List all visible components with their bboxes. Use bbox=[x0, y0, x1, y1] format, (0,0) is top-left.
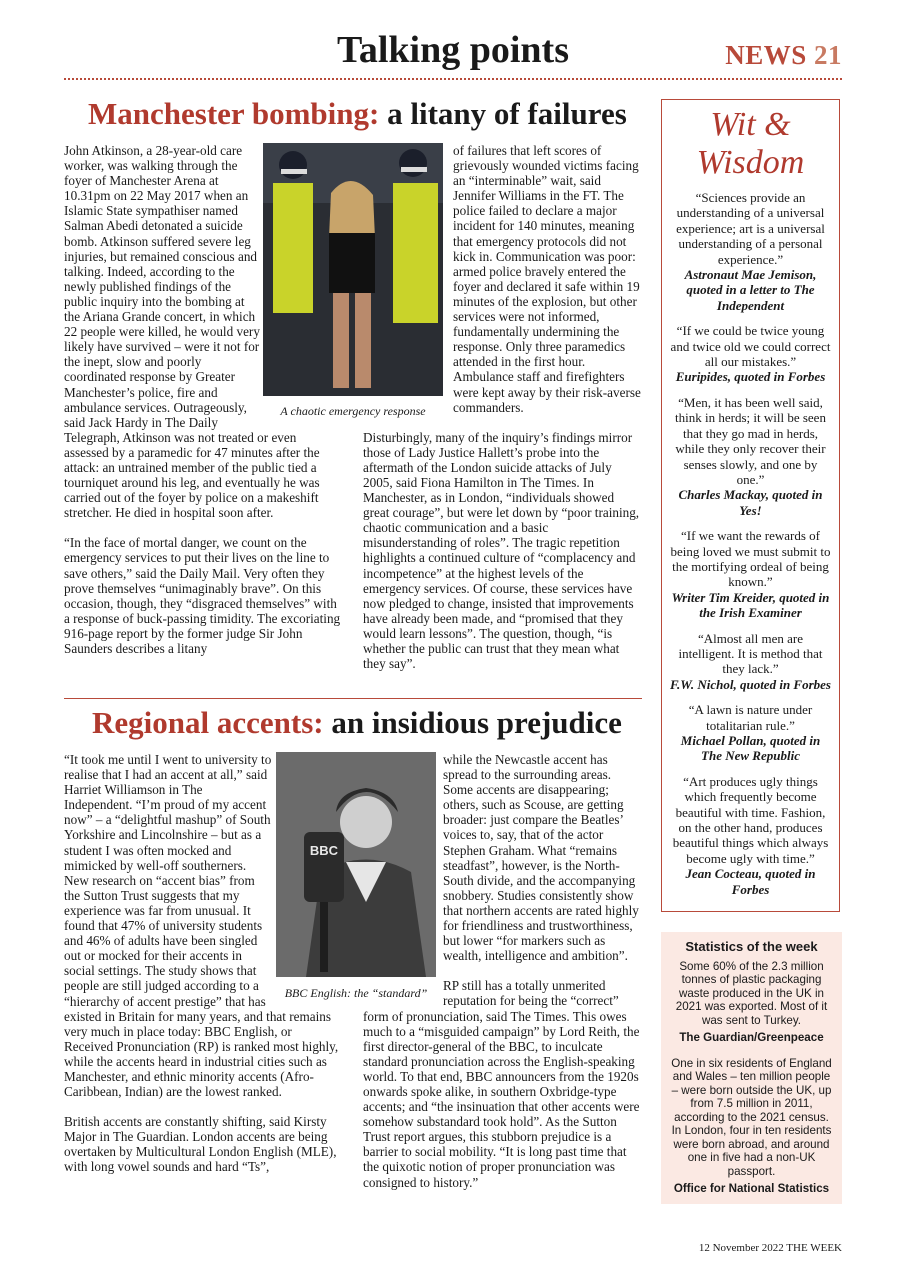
quote-item bbox=[670, 323, 831, 385]
section-name: NEWS bbox=[725, 40, 807, 70]
article1-col1-paragraph-1: John Atkinson, a 28-year-old care worker, was walking through the foyer of Manchester Arena at 10.31pm on 22 May 2017 when an Islamic State sympathiser named Salman Abedi detonated a suicide bomb. Atkinson suffered severe leg injuries, but remained conscious and talking. Indeed, according to the newly published findings of the public inquiry into the bombing at the Ariana Grande concert, in which 22 people were killed, he would very likely have survived – were it not for the inept, slow and poorly coordinated response by Greater Manchester’s police, fire and ambulance services. Outrageously, said Jack Hardy in The Daily Telegraph, Atkinson was not treated or even assessed by a paramedic for 47 minutes after the attack: an untrained member of the public tied a tourniquet around his leg, and eventually he was carried out of the foyer by police on a makeshift stretcher. He died in hospital soon after. bbox=[64, 143, 320, 521]
quote-attribution: Writer Tim Kreider, quoted in the Irish Examiner bbox=[671, 589, 830, 621]
page-number: 21 bbox=[814, 40, 842, 70]
article2-headline-lead: Regional accents: bbox=[92, 705, 324, 740]
photo-float-spacer bbox=[363, 752, 443, 994]
article2-col1-paragraph-2: British accents are constantly shifting, said Kirsty Major in The Guardian. London accents are being overtaken by Multicultural London English (MLE), with long vowel sounds and hard “Ts”, bbox=[64, 1114, 337, 1175]
quote-item bbox=[670, 631, 831, 693]
statistic-source: Office for National Statistics bbox=[673, 1182, 830, 1195]
page-footer: 12 November 2022 THE WEEK bbox=[698, 1242, 842, 1254]
wit-title-line-2: Wisdom bbox=[696, 144, 805, 181]
article1-col1-paragraph-2: “In the face of mortal danger, we count on the emergency services to put their lives on the line to save others,” said the Daily Mail. Very often they prove themselves “unimaginably brave”. On this occasion, though, they “disgraced themselves” with a response of buck-passing timidity. The excoriating 916-page report by the former judge Sir John Saunders describes a litany bbox=[64, 535, 341, 656]
quote-item bbox=[670, 702, 831, 764]
article1-col2-paragraph-1: of failures that left scores of grievously wounded victims facing an “interminable” wait, said Jennifer Williams in the FT. The police failed to declare a major incident for 140 minutes, meaning that emergency protocols did not kick in. Communication was poor: armed police bravely entered the foyer and declared it safe within 19 minutes of the explosion, but other services were not informed, fundamentally undermining the response. Only three paramedics attended in the first hour. Ambulance staff and firefighters were kept away by their risk-averse commanders. bbox=[453, 143, 641, 415]
photo-float-spacer bbox=[363, 143, 453, 426]
article2-col1-paragraph-1: “It took me until I went to university to realise that I had an accent at all,” said Harriet Williamson in The Independent. “I’m proud of my accent now” – a “delightful mashup” of South Yorkshire and Lincolnshire – but as a student I was often mocked and mimicked by well-off southerners. New research on “accent bias” from the Sutton Trust suggests that my experience was far from unusual. It found that 47% of university students and 46% of adults have been singled out or mocked for their accents in social settings. The study shows that people are still judged according to a “hierarchy of accent prestige” that has existed in Britain for many years, and that remains very much in place today: BBC English, or Received Pronunciation (RP) is ranked most highly, while the accents heard in industrial cities such as Manchester, and ethnic minority accents (Afro-Caribbean, Indian) are the lowest ranked. bbox=[64, 752, 339, 1100]
article2-col2-paragraph-1: while the Newcastle accent has spread to the surrounding areas. Some accents are disappearing; others, such as Scouse, are getting broader: just compare the Beatles’ voices to, say, that of the actor Stephen Graham. What “remains steadfast”, however, is the North-South divide, and the accompanying snobbery. Studies consistently show that northern accents are rated highly for friendliness and trustworthiness, but lower “for markers such as wealth, intelligence and ambition”. bbox=[443, 752, 639, 964]
article1-headline-rest: a litany of failures bbox=[387, 96, 627, 131]
quote-text: “Men, it has been well said, think in herds; it will be seen that they go mad in herds, while they only recover their senses slowly, and one by one.” bbox=[675, 394, 826, 487]
quote-text: “Sciences provide an understanding of a universal experience; art is a universal understanding of a personal experience.” bbox=[676, 190, 825, 267]
quote-attribution: Astronaut Mae Jemison, quoted in a letter to The Independent bbox=[684, 267, 817, 313]
quote-text: “Art produces ugly things which frequently become beautiful with time. Fashion, on the other hand, produces beautiful things which always become ugly with time.” bbox=[672, 773, 829, 866]
quote-attribution: Euripides, quoted in Forbes bbox=[675, 369, 826, 385]
quote-text: “Almost all men are intelligent. It is method that they lack.” bbox=[678, 630, 823, 677]
quote-attribution: Jean Cocteau, quoted in Forbes bbox=[685, 866, 816, 897]
statistics-panel bbox=[661, 932, 842, 1204]
quote-text: “A lawn is nature under totalitarian rule.” bbox=[688, 702, 813, 733]
section-label bbox=[725, 40, 842, 71]
page-title: Talking points bbox=[336, 29, 569, 71]
photo-float-spacer bbox=[262, 143, 344, 426]
bbc-badge: BBC bbox=[309, 843, 339, 858]
wit-and-wisdom-panel bbox=[661, 99, 840, 912]
section-divider bbox=[64, 698, 642, 699]
quote-text: “If we could be twice young and twice old we could correct all our mistakes.” bbox=[670, 323, 831, 370]
quote-text: “If we want the rewards of being loved we must submit to the mortifying ordeal of being known.” bbox=[670, 528, 831, 590]
statistic-item bbox=[669, 1057, 834, 1196]
quote-attribution: Charles Mackay, quoted in Yes! bbox=[678, 487, 823, 518]
article2-col2-paragraph-2: RP still has a totally unmerited reputation for being the “correct” form of pronunciation, said The Times. This owes much to a “misguided campaign” by Lord Reith, the first director-general of the BBC, to inculcate standard pronunciation across the English-speaking world. To that end, BBC announcers from the 1920s onwards spoke alike, in southern Oxbridge-type accents; and “the insinuation that other accents were somehow substandard took hold”. As the Sutton Trust report argues, this stubborn prejudice is a barrier to social mobility. “It is long past time that the quixotic notion of proper pronunciation was consigned to history.” bbox=[363, 978, 640, 1190]
statistic-text: Some 60% of the 2.3 million tonnes of plastic packaging waste produced in the UK in 2021 was exported. Most of it was sent to Turkey. bbox=[675, 959, 828, 1027]
article1-headline bbox=[88, 96, 627, 132]
quote-attribution: F.W. Nichol, quoted in Forbes bbox=[670, 676, 831, 692]
article1-column-2 bbox=[363, 143, 643, 671]
header-rule bbox=[64, 78, 842, 80]
photo-float-spacer bbox=[272, 752, 344, 994]
quote-item bbox=[670, 528, 831, 620]
article1-caption: A chaotic emergency response bbox=[280, 404, 426, 418]
quote-item bbox=[670, 774, 831, 897]
quote-item bbox=[670, 395, 831, 518]
statistic-text: One in six residents of England and Wales – ten million people – were born outside the UK, up from 7.5 million in 2011, according to the 2021 census. In London, four in ten residents were born abroad, and around one in five had a non-UK passport. bbox=[671, 1056, 832, 1178]
article2-column-2 bbox=[363, 752, 643, 1190]
quote-item bbox=[670, 190, 831, 313]
article1-col2-paragraph-2: Disturbingly, many of the inquiry’s findings mirror those of Lady Justice Hallett’s probe into the aftermath of the London suicide attacks of July 2005, said Fiona Hamilton in The Times. In Manchester, as in London, “individuals showed great courage”, but were let down by “poor training, chaotic communication and a basic misunderstanding of roles”. The tragic repetition highlights a continued culture of “complacency and incompetence” at the highest levels of the emergency services. Of course, these services have now pledged to change, insisted that improvements have already been made, and “promised that they would learn lessons”. The question, though, “is whether the public can trust that they mean what they say”. bbox=[363, 429, 640, 672]
article2-caption: BBC English: the “standard” bbox=[284, 986, 428, 1000]
article2-headline-rest: an insidious prejudice bbox=[331, 705, 622, 740]
article2-column-1 bbox=[64, 752, 344, 1175]
wit-title-line-1: Wit & bbox=[710, 106, 791, 143]
article2-headline bbox=[92, 705, 622, 741]
quote-list bbox=[662, 182, 839, 897]
statistic-item bbox=[669, 960, 834, 1045]
statistic-source: The Guardian/Greenpeace bbox=[679, 1031, 824, 1044]
wit-title bbox=[662, 106, 839, 182]
statistics-title: Statistics of the week bbox=[685, 939, 818, 954]
article1-headline-lead: Manchester bombing: bbox=[88, 96, 380, 131]
quote-attribution: Michael Pollan, quoted in The New Republic bbox=[680, 733, 821, 764]
article1-column-1 bbox=[64, 143, 344, 656]
